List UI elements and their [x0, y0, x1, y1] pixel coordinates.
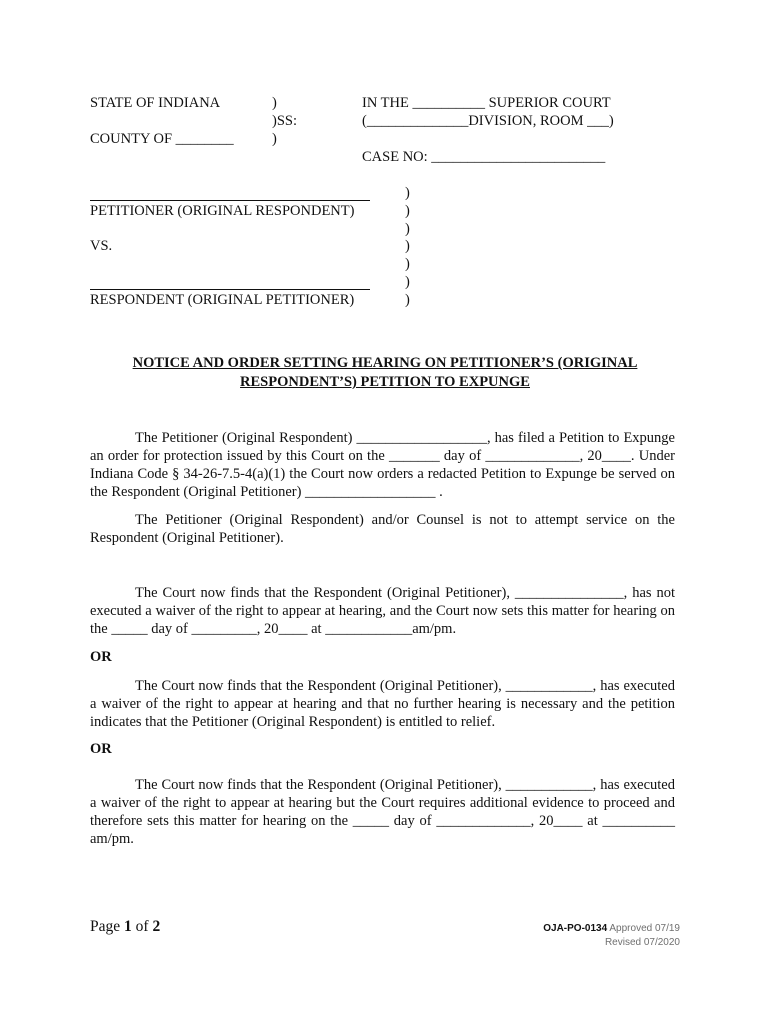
court-name-line: IN THE __________ SUPERIOR COURT	[362, 95, 611, 111]
petitioner-label: PETITIONER (ORIGINAL RESPONDENT)	[90, 203, 355, 219]
caption-paren: )	[405, 238, 410, 254]
ss-label: )SS:	[272, 113, 297, 129]
page-of-label: of	[131, 918, 153, 935]
page-number	[90, 918, 160, 936]
caption-paren: )	[405, 203, 410, 219]
caption-paren: )	[405, 274, 410, 290]
page-label: Page	[90, 918, 125, 935]
paragraph-text: The Petitioner (Original Respondent) and/or Counsel is not to attempt service on the Respondent (Original Petitioner).	[90, 512, 675, 546]
form-revision-info	[543, 922, 680, 950]
respondent-signature-line	[90, 289, 370, 290]
or-separator: OR	[90, 741, 112, 757]
paragraph-text: The Court now finds that the Respondent (Original Petitioner), ____________, has executed a waiver of the right to appear at hearing but the Court requires additional evidence to proceed and therefore sets this matter for hearing on the _____ day of _____________, 20____ at __________ am/pm.	[90, 777, 675, 847]
approved-date: Approved 07/19	[607, 923, 680, 934]
court-division-line: (______________DIVISION, ROOM ___)	[362, 113, 614, 129]
service-paragraph	[90, 511, 675, 547]
respondent-label: RESPONDENT (ORIGINAL PETITIONER)	[90, 292, 355, 308]
form-id: OJA-PO-0134	[543, 923, 608, 934]
caption-paren: )	[405, 292, 410, 308]
hearing-set-paragraph	[90, 584, 675, 638]
page-current: 1	[124, 918, 132, 935]
paragraph-text: The Court now finds that the Respondent (Original Petitioner), ____________, has executed a waiver of the right to appear at hearing and that no further hearing is necessary and the petition indicates that the Petitioner (Original Respondent) is entitled to relief.	[90, 678, 675, 730]
document-title	[90, 354, 680, 392]
paragraph-text: The Court now finds that the Respondent (Original Petitioner), _______________, has not executed a waiver of the right to appear at hearing, and the Court now sets this matter for hearing on the _____ day of _________, 20____ at ____________am/pm.	[90, 585, 675, 637]
revised-date: Revised 07/2020	[604, 937, 680, 948]
caption-paren: )	[405, 221, 410, 237]
title-line-2: RESPONDENT’S) PETITION TO EXPUNGE	[240, 374, 530, 390]
title-line-1: NOTICE AND ORDER SETTING HEARING ON PETITIONER’S (ORIGINAL	[132, 355, 638, 371]
petition-filed-paragraph	[90, 429, 675, 501]
caption-paren: )	[405, 256, 410, 272]
caption-paren: )	[405, 185, 410, 201]
waiver-no-hearing-paragraph	[90, 677, 675, 731]
county-label: COUNTY OF ________	[90, 131, 234, 147]
or-separator: OR	[90, 649, 112, 665]
waiver-additional-evidence-paragraph	[90, 776, 675, 848]
petitioner-signature-line	[90, 200, 370, 201]
versus-label: VS.	[90, 238, 113, 254]
caption-paren: )	[272, 131, 277, 147]
case-number-line: CASE NO: ________________________	[362, 149, 606, 165]
paragraph-text: The Petitioner (Original Respondent) __________________, has filed a Petition to Expunge an order for protection issued by this Court on the _______ day of _____________, 20____. Under Indiana Code § 34-26-7.5-4(a)(1) the Court now orders a redacted Petition to Expunge be served on the Respondent (Original Petitioner) __________________ .	[90, 430, 675, 500]
caption-paren: )	[272, 95, 277, 111]
state-label: STATE OF INDIANA	[90, 95, 221, 111]
page-total: 2	[152, 918, 161, 935]
